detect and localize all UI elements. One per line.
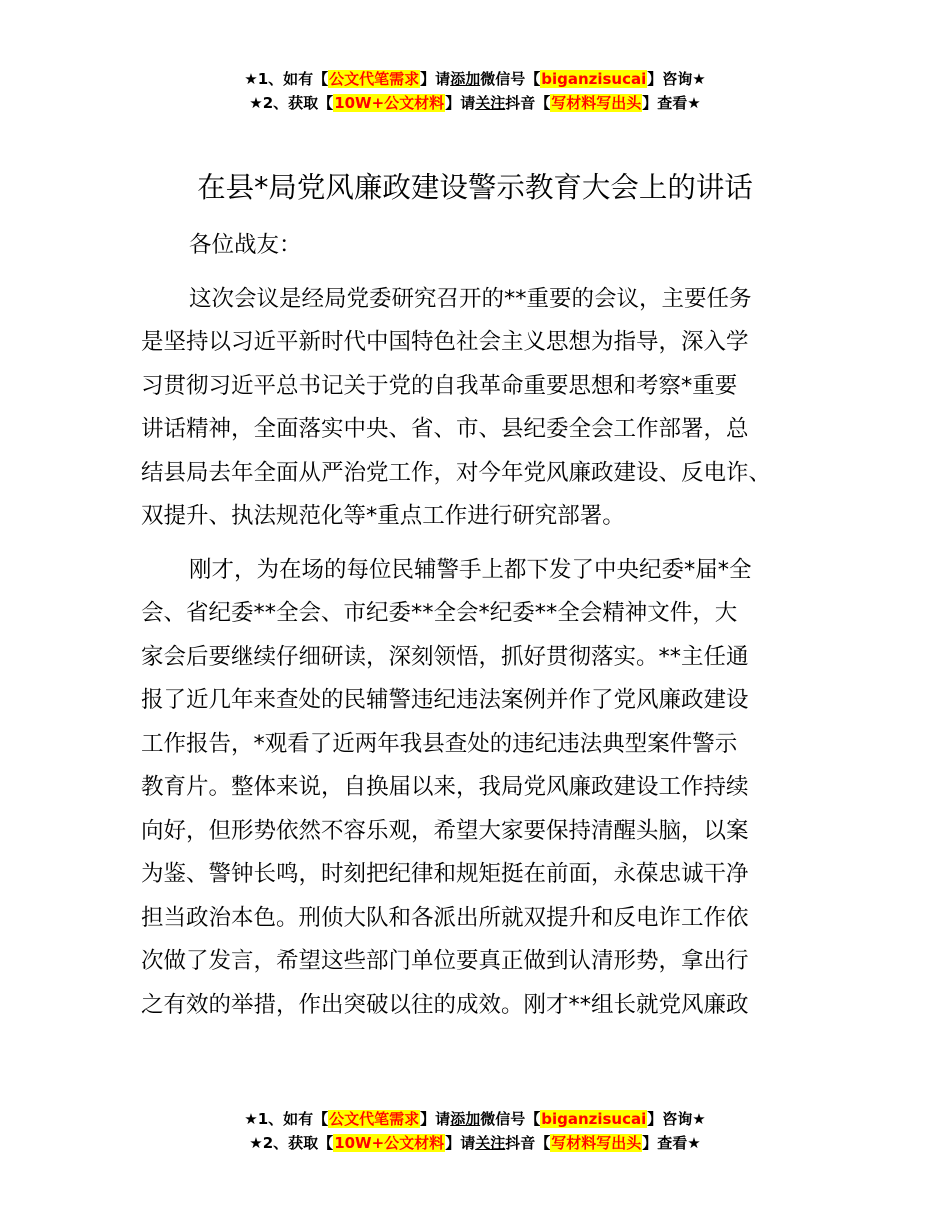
banner-text: ★1、如有【 <box>244 70 329 88</box>
paragraph-2 <box>141 549 831 1028</box>
paragraph-line: 刚才，为在场的每位民辅警手上都下发了中央纪委*届*全 <box>189 556 752 583</box>
banner-text: ★1、如有【 <box>244 1110 329 1128</box>
footer-banner <box>0 1107 950 1155</box>
banner-underlined-text: 关注 <box>475 94 506 112</box>
paragraph-line: 为鉴、警钟长鸣，时刻把纪律和规矩挺在前面，永葆忠诚干净 <box>141 861 749 887</box>
banner-text: 抖音【 <box>505 94 551 112</box>
paragraph-line: 家会后要继续仔细研读，深刻领悟，抓好贯彻落实。**主任通 <box>141 643 749 670</box>
banner-text: 】请 <box>420 70 451 88</box>
paragraph-line: 是坚持以习近平新时代中国特色社会主义思想为指导，深入学 <box>141 329 749 355</box>
paragraph-line: 向好，但形势依然不容乐观，希望大家要保持清醒头脑，以案 <box>141 817 749 844</box>
banner-highlight: 公文代笔需求 <box>329 70 420 88</box>
paragraph-line: 之有效的举措，作出突破以往的成效。刚才**组长就党风廉政 <box>141 991 749 1018</box>
paragraph-line: 教育片。整体来说，自换届以来，我局党风廉政建设工作持续 <box>141 774 749 800</box>
banner-highlight: 公文代笔需求 <box>329 1110 420 1128</box>
paragraph-line: 会、省纪委**全会、市纪委**全会*纪委**全会精神文件，大 <box>141 600 738 626</box>
banner-line-1 <box>0 67 950 91</box>
paragraph-line: 讲话精神，全面落实中央、省、市、县纪委全会工作部署，总 <box>141 416 749 442</box>
banner-text: 】请 <box>420 1110 451 1128</box>
paragraph-1 <box>141 278 831 539</box>
banner-text: 】咨询★ <box>647 70 706 88</box>
banner-highlight: biganzisucai <box>541 70 647 88</box>
banner-text: 】请 <box>445 1134 476 1152</box>
banner-text: 微信号【 <box>480 1110 541 1128</box>
banner-underlined-text: 添加 <box>450 1110 481 1128</box>
banner-highlight: biganzisucai <box>541 1110 647 1128</box>
paragraph-line: 结县局去年全面从严治党工作，对今年党风廉政建设、反电诈、 <box>141 459 772 486</box>
banner-highlight: 写材料写出头 <box>551 94 642 112</box>
document-body <box>141 224 831 1027</box>
banner-text: 】咨询★ <box>647 1110 706 1128</box>
header-banner <box>0 67 950 115</box>
banner-text: ★2、获取【 <box>249 1134 334 1152</box>
banner-highlight: 10W+公文材料 <box>334 1134 445 1152</box>
document-title: 在县*局党风廉政建设警示教育大会上的讲话 <box>197 171 753 204</box>
paragraph-line: 担当政治本色。刑侦大队和各派出所就双提升和反电诈工作依 <box>141 904 749 931</box>
banner-underlined-text: 关注 <box>475 1134 506 1152</box>
paragraph-line: 次做了发言，希望这些部门单位要真正做到认清形势，拿出行 <box>141 948 749 974</box>
paragraph-line: 双提升、执法规范化等*重点工作进行研究部署。 <box>141 503 625 529</box>
banner-text: 微信号【 <box>480 70 541 88</box>
banner-text: 】查看★ <box>642 94 701 112</box>
banner-underlined-text: 添加 <box>450 70 481 88</box>
paragraph-line: 习贯彻习近平总书记关于党的自我革命重要思想和考察*重要 <box>141 372 738 399</box>
banner-line-2 <box>0 91 950 115</box>
banner-text: ★2、获取【 <box>249 94 334 112</box>
paragraph-line: 报了近几年来查处的民辅警违纪违法案例并作了党风廉政建设 <box>141 687 749 713</box>
banner-highlight: 10W+公文材料 <box>334 94 445 112</box>
banner-text: 】查看★ <box>642 1134 701 1152</box>
banner-line-2 <box>0 1131 950 1155</box>
banner-text: 】请 <box>445 94 476 112</box>
paragraph-line: 这次会议是经局党委研究召开的**重要的会议，主要任务 <box>189 285 752 312</box>
banner-line-1 <box>0 1107 950 1131</box>
banner-highlight: 写材料写出头 <box>551 1134 642 1152</box>
banner-text: 抖音【 <box>505 1134 551 1152</box>
paragraph-line: 工作报告，*观看了近两年我县查处的违纪违法典型案件警示 <box>141 730 738 757</box>
salutation: 各位战友： <box>189 232 302 258</box>
